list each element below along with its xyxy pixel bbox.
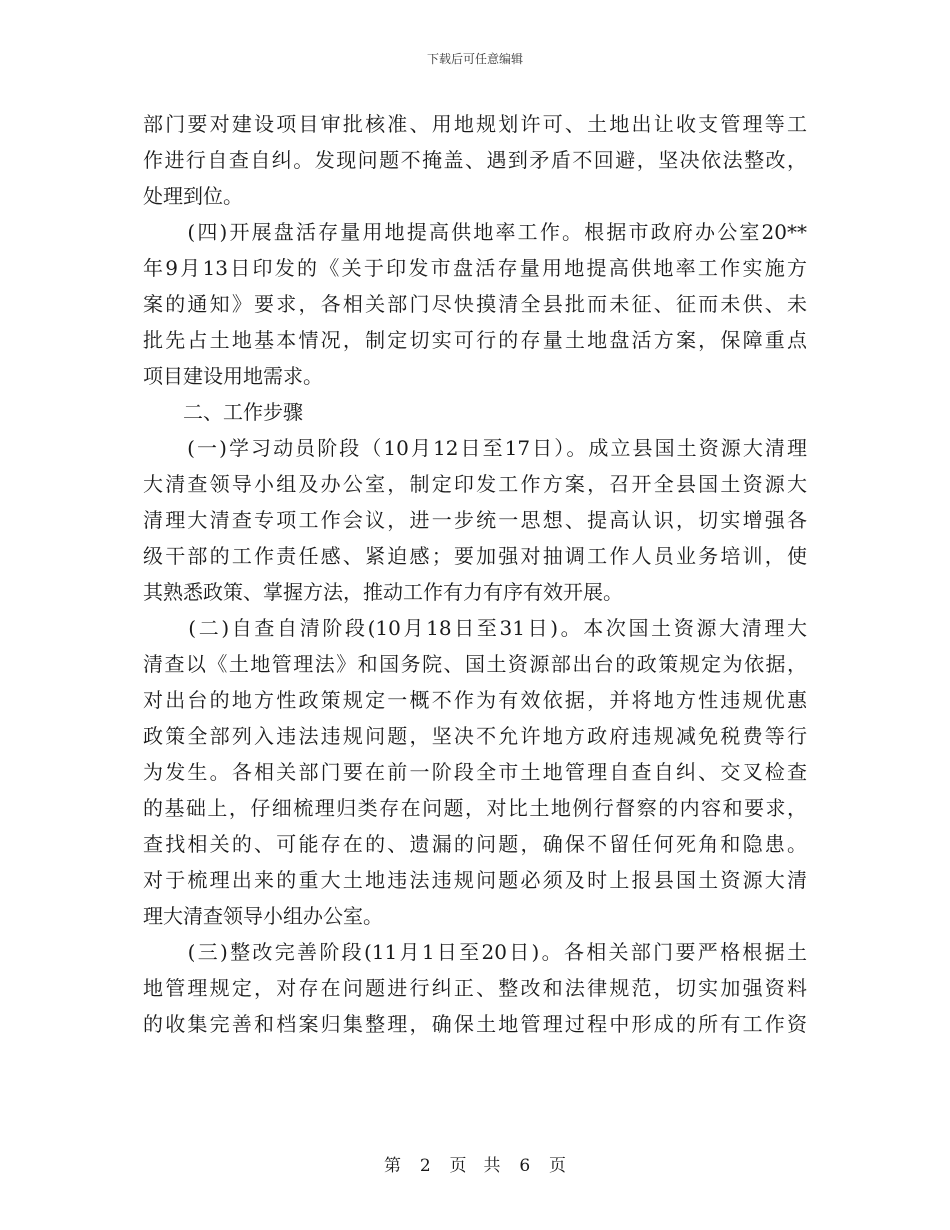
text-line: 清理大清查专项工作会议，进一步统一思想、提高认识，切实增强各 (143, 508, 807, 532)
text-line: (四)开展盘活存量用地提高供地率工作。根据市政府办公室20** (143, 220, 807, 244)
text-line: 为发生。各相关部门要在前一阶段全市土地管理自查自纠、交叉检查 (143, 760, 807, 784)
text-line: 部门要对建设项目审批核准、用地规划许可、土地出让收支管理等工 (143, 112, 807, 136)
text-line: 年9月13日印发的《关于印发市盘活存量用地提高供地率工作实施方 (143, 256, 807, 280)
text-line: 的收集完善和档案归集整理，确保土地管理过程中形成的所有工作资 (143, 1012, 807, 1036)
text-line: 理大清查领导小组办公室。 (143, 904, 383, 928)
text-line: 清查以《土地管理法》和国务院、国土资源部出台的政策规定为依据， (143, 652, 807, 676)
text-line: 其熟悉政策、掌握方法，推动工作有力有序有效开展。 (143, 580, 623, 604)
footer-suffix: 页 (548, 1156, 566, 1176)
text-line: 批先占土地基本情况，制定切实可行的存量土地盘活方案，保障重点 (143, 328, 807, 352)
text-line: 案的通知》要求，各相关部门尽快摸清全县批而未征、征而未供、未 (143, 292, 807, 316)
footer-middle: 页 共 (449, 1156, 501, 1176)
text-line: 处理到位。 (143, 184, 243, 208)
text-line: 大清查领导小组及办公室，制定印发工作方案，召开全县国土资源大 (143, 472, 807, 496)
text-line: 项目建设用地需求。 (143, 364, 323, 388)
text-line: (一)学习动员阶段（10月12日至17日）。成立县国土资源大清理 (143, 436, 807, 460)
text-line: 对出台的地方性政策规定一概不作为有效依据，并将地方性违规优惠 (143, 688, 807, 712)
text-line: (三)整改完善阶段(11月1日至20日)。各相关部门要严格根据土 (143, 940, 807, 964)
footer-prefix: 第 (384, 1156, 402, 1176)
total-pages: 6 (519, 1156, 531, 1176)
text-line: 政策全部列入违法违规问题，坚决不允许地方政府违规减免税费等行 (143, 724, 807, 748)
text-line: 地管理规定，对存在问题进行纠正、整改和法律规范，切实加强资料 (143, 976, 807, 1000)
page-number: 2 (419, 1156, 431, 1176)
text-line: (二)自查自清阶段(10月18日至31日)。本次国土资源大清理大 (143, 616, 807, 640)
document-body (143, 106, 807, 1042)
page-footer (0, 1154, 950, 1178)
text-line: 查找相关的、可能存在的、遗漏的问题，确保不留任何死角和隐患。 (143, 832, 807, 856)
section-heading: 二、工作步骤 (143, 400, 303, 424)
text-line: 作进行自查自纠。发现问题不掩盖、遇到矛盾不回避，坚决依法整改， (143, 148, 807, 172)
text-line: 对于梳理出来的重大土地违法违规问题必须及时上报县国土资源大清 (143, 868, 807, 892)
page-header: 下载后可任意编辑 (426, 52, 523, 66)
text-line: 的基础上，仔细梳理归类存在问题，对比土地例行督察的内容和要求， (143, 796, 807, 820)
text-line: 级干部的工作责任感、紧迫感；要加强对抽调工作人员业务培训，使 (143, 544, 807, 568)
